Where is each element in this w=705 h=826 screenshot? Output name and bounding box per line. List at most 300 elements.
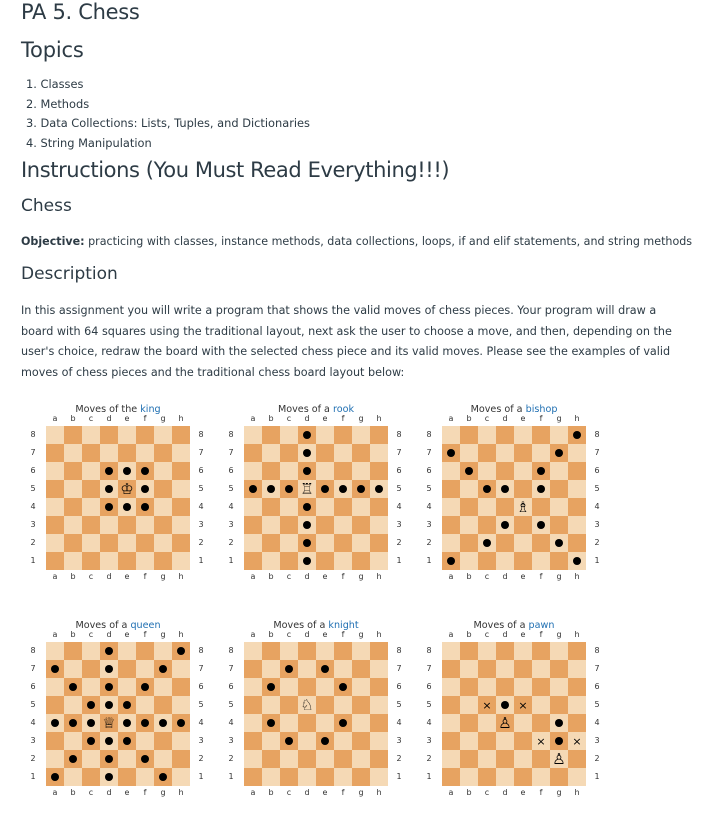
valid-move-dot-icon bbox=[141, 503, 149, 511]
valid-move-dot-icon bbox=[105, 503, 113, 511]
rank-label: 8 bbox=[198, 430, 204, 439]
file-label: g bbox=[556, 572, 562, 581]
file-label: c bbox=[88, 572, 94, 581]
square-e4 bbox=[316, 714, 334, 732]
file-label: a bbox=[448, 414, 454, 423]
square-c6 bbox=[82, 462, 100, 480]
square-d3 bbox=[496, 732, 514, 750]
valid-move-dot-icon bbox=[483, 485, 491, 493]
file-label: b bbox=[466, 572, 472, 581]
square-e1 bbox=[118, 768, 136, 786]
square-g7 bbox=[550, 660, 568, 678]
square-a7 bbox=[46, 444, 64, 462]
square-f5 bbox=[136, 696, 154, 714]
rank-labels-left bbox=[28, 426, 38, 610]
square-f6 bbox=[136, 678, 154, 696]
file-label: c bbox=[88, 414, 94, 423]
rank-label: 5 bbox=[228, 700, 234, 709]
square-f3 bbox=[334, 516, 352, 534]
square-d6 bbox=[298, 678, 316, 696]
square-a3 bbox=[442, 732, 460, 750]
square-c7 bbox=[478, 660, 496, 678]
square-b7 bbox=[262, 660, 280, 678]
rank-label: 4 bbox=[30, 718, 36, 727]
valid-move-dot-icon bbox=[105, 701, 113, 709]
square-h2 bbox=[370, 750, 388, 768]
square-e7 bbox=[118, 660, 136, 678]
square-d7 bbox=[298, 660, 316, 678]
file-label: f bbox=[143, 630, 147, 639]
square-f6 bbox=[334, 462, 352, 480]
file-label: d bbox=[106, 572, 112, 581]
rank-label: 2 bbox=[396, 538, 402, 547]
square-d8 bbox=[496, 642, 514, 660]
rook-icon: ♖ bbox=[300, 479, 314, 498]
square-a1 bbox=[244, 768, 262, 786]
square-b3 bbox=[262, 732, 280, 750]
rank-label: 6 bbox=[228, 466, 234, 475]
square-g1 bbox=[352, 552, 370, 570]
square-e7 bbox=[316, 444, 334, 462]
square-a3 bbox=[46, 732, 64, 750]
square-f7 bbox=[334, 660, 352, 678]
rank-label: 1 bbox=[594, 556, 600, 565]
valid-move-dot-icon bbox=[51, 665, 59, 673]
file-label: c bbox=[88, 788, 94, 797]
rank-label: 1 bbox=[30, 772, 36, 781]
square-f2 bbox=[334, 534, 352, 552]
file-label: a bbox=[250, 630, 256, 639]
square-h1 bbox=[172, 768, 190, 786]
square-h8 bbox=[172, 642, 190, 660]
square-g5 bbox=[550, 696, 568, 714]
file-label: d bbox=[502, 630, 508, 639]
file-labels-top bbox=[224, 630, 408, 642]
square-f5 bbox=[334, 480, 352, 498]
valid-move-dot-icon bbox=[87, 701, 95, 709]
valid-move-dot-icon bbox=[303, 503, 311, 511]
square-h8 bbox=[172, 426, 190, 444]
square-h8 bbox=[370, 642, 388, 660]
square-b2 bbox=[460, 534, 478, 552]
file-label: d bbox=[502, 414, 508, 423]
valid-move-dot-icon bbox=[159, 719, 167, 727]
square-e4 bbox=[118, 714, 136, 732]
square-g2 bbox=[550, 750, 568, 768]
square-g4 bbox=[550, 714, 568, 732]
square-e8 bbox=[118, 426, 136, 444]
king-moves-diagram bbox=[26, 404, 210, 610]
square-h5 bbox=[370, 480, 388, 498]
valid-move-dot-icon bbox=[555, 449, 563, 457]
square-g2 bbox=[154, 534, 172, 552]
square-f1 bbox=[334, 552, 352, 570]
square-f2 bbox=[334, 750, 352, 768]
file-label: f bbox=[341, 630, 345, 639]
rank-labels-right bbox=[592, 642, 602, 826]
rank-label: 4 bbox=[228, 502, 234, 511]
rank-label: 3 bbox=[30, 520, 36, 529]
square-d4 bbox=[100, 714, 118, 732]
square-a6 bbox=[442, 462, 460, 480]
square-d1 bbox=[100, 552, 118, 570]
square-c7 bbox=[82, 660, 100, 678]
file-label: a bbox=[250, 572, 256, 581]
square-h5 bbox=[568, 480, 586, 498]
rank-label: 8 bbox=[396, 430, 402, 439]
square-b5 bbox=[262, 480, 280, 498]
square-d1 bbox=[298, 552, 316, 570]
file-label: h bbox=[376, 788, 382, 797]
square-b6 bbox=[262, 678, 280, 696]
file-label: b bbox=[70, 788, 76, 797]
file-label: f bbox=[341, 788, 345, 797]
square-e1 bbox=[316, 552, 334, 570]
rank-labels-right bbox=[592, 426, 602, 610]
rank-label: 8 bbox=[426, 646, 432, 655]
square-g5 bbox=[550, 480, 568, 498]
square-f7 bbox=[532, 444, 550, 462]
square-d3 bbox=[496, 516, 514, 534]
square-h8 bbox=[370, 426, 388, 444]
rank-label: 8 bbox=[228, 646, 234, 655]
file-label: h bbox=[376, 572, 382, 581]
square-b7 bbox=[460, 444, 478, 462]
file-label: g bbox=[358, 630, 364, 639]
square-b8 bbox=[262, 642, 280, 660]
square-e8 bbox=[514, 426, 532, 444]
rank-label: 1 bbox=[228, 772, 234, 781]
file-label: g bbox=[160, 788, 166, 797]
square-c4 bbox=[478, 498, 496, 516]
square-g3 bbox=[550, 732, 568, 750]
file-label: b bbox=[466, 414, 472, 423]
square-d1 bbox=[298, 768, 316, 786]
rank-label: 5 bbox=[30, 484, 36, 493]
file-label: f bbox=[143, 788, 147, 797]
file-label: g bbox=[556, 630, 562, 639]
square-c2 bbox=[82, 534, 100, 552]
topics-heading: Topics bbox=[21, 38, 84, 62]
valid-move-dot-icon bbox=[105, 683, 113, 691]
square-g8 bbox=[550, 426, 568, 444]
rank-label: 5 bbox=[228, 484, 234, 493]
square-e8 bbox=[514, 642, 532, 660]
square-d5 bbox=[100, 696, 118, 714]
valid-move-dot-icon bbox=[321, 485, 329, 493]
caption-piece-link: bishop bbox=[525, 404, 558, 415]
square-b8 bbox=[460, 426, 478, 444]
valid-move-dot-icon bbox=[267, 719, 275, 727]
valid-move-dot-icon bbox=[339, 683, 347, 691]
square-e2 bbox=[316, 534, 334, 552]
square-c4 bbox=[82, 498, 100, 516]
file-label: a bbox=[448, 788, 454, 797]
square-d6 bbox=[100, 678, 118, 696]
square-e5 bbox=[118, 696, 136, 714]
file-label: g bbox=[160, 414, 166, 423]
file-label: f bbox=[143, 572, 147, 581]
square-b8 bbox=[64, 426, 82, 444]
valid-move-dot-icon bbox=[357, 485, 365, 493]
square-a8 bbox=[46, 642, 64, 660]
square-d4 bbox=[496, 714, 514, 732]
file-label: e bbox=[322, 414, 328, 423]
file-label: e bbox=[520, 630, 526, 639]
valid-move-dot-icon bbox=[51, 719, 59, 727]
chess-board bbox=[244, 426, 388, 570]
file-labels-bottom bbox=[26, 788, 210, 800]
valid-move-dot-icon bbox=[375, 485, 383, 493]
square-h1 bbox=[370, 552, 388, 570]
file-label: a bbox=[52, 788, 58, 797]
valid-move-dot-icon bbox=[501, 485, 509, 493]
caption-prefix: Moves of a bbox=[75, 620, 131, 631]
rank-label: 2 bbox=[30, 538, 36, 547]
square-h2 bbox=[568, 750, 586, 768]
valid-move-dot-icon bbox=[537, 467, 545, 475]
valid-move-dot-icon bbox=[303, 431, 311, 439]
file-label: e bbox=[520, 788, 526, 797]
square-c1 bbox=[82, 552, 100, 570]
square-f7 bbox=[532, 660, 550, 678]
file-label: e bbox=[322, 572, 328, 581]
square-f8 bbox=[334, 642, 352, 660]
square-c4 bbox=[280, 498, 298, 516]
square-e5 bbox=[118, 480, 136, 498]
file-label: c bbox=[286, 414, 292, 423]
square-g8 bbox=[352, 426, 370, 444]
square-f4 bbox=[334, 498, 352, 516]
rank-label: 8 bbox=[594, 646, 600, 655]
square-e5 bbox=[514, 696, 532, 714]
file-label: g bbox=[556, 788, 562, 797]
square-a2 bbox=[46, 534, 64, 552]
square-f3 bbox=[532, 732, 550, 750]
rank-label: 2 bbox=[228, 754, 234, 763]
topic-item: 1. Classes bbox=[26, 77, 84, 91]
file-label: e bbox=[124, 572, 130, 581]
square-a5 bbox=[442, 480, 460, 498]
square-b8 bbox=[262, 426, 280, 444]
valid-move-dot-icon bbox=[303, 467, 311, 475]
square-g3 bbox=[154, 732, 172, 750]
square-f4 bbox=[136, 498, 154, 516]
rank-label: 7 bbox=[594, 448, 600, 457]
rank-label: 2 bbox=[228, 538, 234, 547]
square-e1 bbox=[514, 768, 532, 786]
square-c7 bbox=[280, 444, 298, 462]
square-b5 bbox=[262, 696, 280, 714]
knight-icon: ♘ bbox=[300, 695, 314, 714]
square-g3 bbox=[550, 516, 568, 534]
file-label: g bbox=[160, 630, 166, 639]
square-e5 bbox=[514, 480, 532, 498]
queen-icon: ♕ bbox=[102, 713, 116, 732]
square-h3 bbox=[568, 732, 586, 750]
square-g6 bbox=[550, 462, 568, 480]
description-text: In this assignment you will write a program that shows the valid moves of chess pieces. Your program will draw a board with 64 squares using the traditional layout, next ask the user to choose a move, and then, depending on the user's choice, redraw the board with the selected chess piece and its valid moves. Please see the examples of valid moves of chess pieces and the traditional chess board layout below: bbox=[21, 304, 672, 380]
square-h6 bbox=[172, 678, 190, 696]
valid-move-dot-icon bbox=[483, 539, 491, 547]
square-a4 bbox=[46, 714, 64, 732]
file-label: d bbox=[502, 572, 508, 581]
topic-item: 2. Methods bbox=[26, 96, 90, 111]
square-f2 bbox=[136, 534, 154, 552]
objective-text: practicing with classes, instance methods, data collections, loops, if and elif statements, and string methods bbox=[84, 235, 693, 248]
file-label: d bbox=[502, 788, 508, 797]
square-d1 bbox=[496, 552, 514, 570]
square-a8 bbox=[442, 426, 460, 444]
file-labels-bottom bbox=[422, 788, 606, 800]
file-label: e bbox=[520, 414, 526, 423]
rank-label: 5 bbox=[396, 700, 402, 709]
square-c4 bbox=[280, 714, 298, 732]
valid-move-dot-icon bbox=[285, 737, 293, 745]
capture-x-icon: × bbox=[518, 698, 528, 712]
file-labels-top bbox=[422, 414, 606, 426]
square-f3 bbox=[136, 732, 154, 750]
square-d6 bbox=[496, 462, 514, 480]
square-f8 bbox=[532, 426, 550, 444]
square-e7 bbox=[514, 444, 532, 462]
square-c8 bbox=[478, 426, 496, 444]
file-label: h bbox=[178, 630, 184, 639]
square-c7 bbox=[478, 444, 496, 462]
square-f2 bbox=[136, 750, 154, 768]
square-c1 bbox=[82, 768, 100, 786]
file-label: g bbox=[358, 414, 364, 423]
valid-move-dot-icon bbox=[141, 485, 149, 493]
file-label: h bbox=[574, 788, 580, 797]
square-d3 bbox=[100, 732, 118, 750]
square-c6 bbox=[478, 678, 496, 696]
valid-move-dot-icon bbox=[465, 467, 473, 475]
square-d2 bbox=[496, 534, 514, 552]
square-h3 bbox=[370, 732, 388, 750]
square-e3 bbox=[118, 516, 136, 534]
square-g4 bbox=[352, 714, 370, 732]
valid-move-dot-icon bbox=[447, 449, 455, 457]
square-h4 bbox=[370, 498, 388, 516]
valid-move-dot-icon bbox=[573, 431, 581, 439]
rank-label: 1 bbox=[198, 556, 204, 565]
square-f3 bbox=[532, 516, 550, 534]
valid-move-dot-icon bbox=[105, 647, 113, 655]
valid-move-dot-icon bbox=[51, 773, 59, 781]
square-c1 bbox=[478, 552, 496, 570]
square-a7 bbox=[442, 444, 460, 462]
rank-label: 7 bbox=[594, 664, 600, 673]
rank-label: 7 bbox=[198, 664, 204, 673]
file-label: c bbox=[484, 630, 490, 639]
square-b7 bbox=[64, 660, 82, 678]
square-g5 bbox=[154, 696, 172, 714]
square-e6 bbox=[514, 462, 532, 480]
rank-label: 3 bbox=[228, 736, 234, 745]
square-d5 bbox=[496, 696, 514, 714]
valid-move-dot-icon bbox=[123, 701, 131, 709]
rank-label: 3 bbox=[30, 736, 36, 745]
square-g7 bbox=[154, 660, 172, 678]
valid-move-dot-icon bbox=[177, 719, 185, 727]
rank-label: 1 bbox=[396, 772, 402, 781]
file-label: b bbox=[268, 630, 274, 639]
file-label: c bbox=[88, 630, 94, 639]
file-label: h bbox=[178, 572, 184, 581]
file-label: e bbox=[124, 788, 130, 797]
square-b1 bbox=[262, 768, 280, 786]
valid-move-dot-icon bbox=[303, 521, 311, 529]
valid-move-dot-icon bbox=[537, 521, 545, 529]
square-c1 bbox=[478, 768, 496, 786]
file-label: h bbox=[178, 788, 184, 797]
square-e5 bbox=[316, 480, 334, 498]
square-a1 bbox=[442, 768, 460, 786]
square-f6 bbox=[532, 678, 550, 696]
square-c2 bbox=[280, 534, 298, 552]
valid-move-dot-icon bbox=[105, 737, 113, 745]
square-e2 bbox=[316, 750, 334, 768]
square-e4 bbox=[514, 714, 532, 732]
square-d5 bbox=[298, 696, 316, 714]
caption-prefix: Moves of a bbox=[273, 620, 329, 631]
square-g7 bbox=[352, 660, 370, 678]
file-label: c bbox=[484, 414, 490, 423]
valid-move-dot-icon bbox=[501, 701, 509, 709]
square-e6 bbox=[514, 678, 532, 696]
square-c3 bbox=[280, 516, 298, 534]
caption-prefix: Moves of a bbox=[470, 404, 526, 415]
rank-label: 3 bbox=[198, 736, 204, 745]
square-d5 bbox=[298, 480, 316, 498]
square-g6 bbox=[154, 462, 172, 480]
square-d5 bbox=[496, 480, 514, 498]
square-d6 bbox=[100, 462, 118, 480]
file-label: h bbox=[574, 572, 580, 581]
square-e7 bbox=[118, 444, 136, 462]
square-c8 bbox=[280, 426, 298, 444]
file-label: a bbox=[52, 414, 58, 423]
valid-move-dot-icon bbox=[105, 773, 113, 781]
file-label: f bbox=[341, 572, 345, 581]
file-labels-bottom bbox=[224, 788, 408, 800]
square-a7 bbox=[442, 660, 460, 678]
square-e4 bbox=[118, 498, 136, 516]
square-d8 bbox=[496, 426, 514, 444]
file-label: f bbox=[539, 630, 543, 639]
square-a5 bbox=[46, 480, 64, 498]
rank-label: 2 bbox=[30, 754, 36, 763]
rank-label: 2 bbox=[594, 754, 600, 763]
square-d3 bbox=[298, 516, 316, 534]
caption-prefix: Moves of a bbox=[473, 620, 529, 631]
rank-label: 8 bbox=[228, 430, 234, 439]
caption-prefix: Moves of the bbox=[75, 404, 141, 415]
caption-prefix: Moves of a bbox=[277, 404, 333, 415]
square-c5 bbox=[280, 480, 298, 498]
square-e4 bbox=[316, 498, 334, 516]
file-labels-bottom bbox=[224, 572, 408, 584]
rank-label: 7 bbox=[30, 664, 36, 673]
square-h6 bbox=[370, 462, 388, 480]
caption-piece-link: rook bbox=[332, 404, 355, 415]
rank-label: 2 bbox=[594, 538, 600, 547]
square-a2 bbox=[244, 750, 262, 768]
valid-move-dot-icon bbox=[123, 467, 131, 475]
square-c3 bbox=[280, 732, 298, 750]
rank-label: 8 bbox=[30, 430, 36, 439]
